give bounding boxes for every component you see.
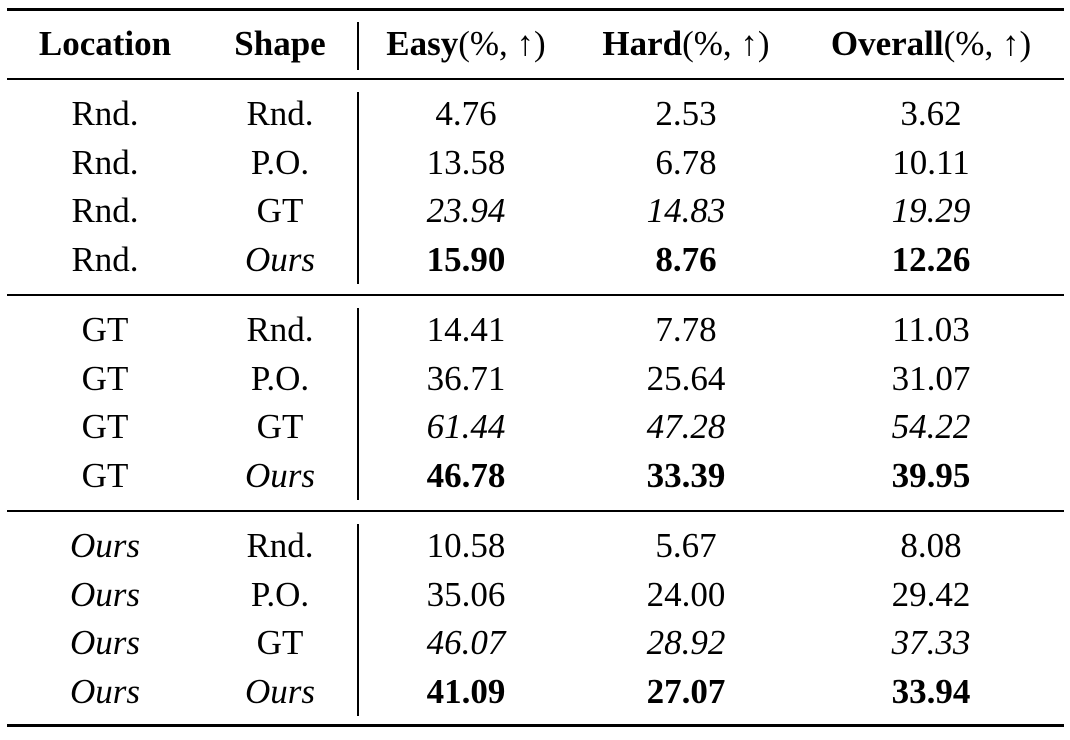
cell-location: Ours	[69, 574, 141, 614]
cell-location: Rnd.	[71, 142, 139, 182]
cell-hard: 6.78	[655, 142, 717, 182]
cell-hard: 5.67	[655, 526, 717, 565]
cell-overall: 19.29	[891, 191, 971, 230]
cell-overall: 10.11	[892, 142, 970, 182]
header-easy-label: Easy	[386, 24, 459, 63]
group-rule-1	[7, 294, 1064, 296]
cell-easy: 13.58	[426, 142, 506, 182]
header-overall-unit: (%, ↑)	[943, 24, 1032, 63]
cell-overall: 31.07	[891, 358, 971, 398]
cell-shape: Ours	[244, 239, 316, 279]
cell-location: GT	[81, 310, 129, 349]
header-easy-unit: (%, ↑)	[458, 24, 546, 63]
cell-shape: P.O.	[250, 358, 310, 398]
cell-hard: 27.07	[646, 671, 726, 711]
cell-overall: 54.22	[891, 407, 971, 446]
cell-easy: 15.90	[426, 239, 506, 279]
cell-shape: Rnd.	[246, 94, 314, 133]
cell-easy: 61.44	[426, 407, 506, 446]
cell-hard: 14.83	[646, 191, 726, 230]
header-hard	[572, 20, 800, 68]
cell-shape: GT	[256, 623, 304, 662]
header-hard-unit: (%, ↑)	[682, 24, 770, 63]
cell-overall: 33.94	[891, 671, 971, 711]
group-rule-2	[7, 510, 1064, 512]
cell-location: Ours	[69, 623, 141, 662]
header-rule	[7, 78, 1064, 80]
cell-location: GT	[81, 455, 129, 495]
top-rule	[7, 8, 1064, 11]
cell-easy: 35.06	[426, 574, 506, 614]
cell-location: GT	[81, 358, 129, 398]
cell-location: Ours	[69, 671, 141, 711]
cell-hard: 7.78	[655, 310, 717, 349]
cell-shape: P.O.	[250, 574, 310, 614]
cell-location: GT	[81, 407, 129, 446]
cell-overall: 12.26	[891, 239, 971, 279]
cell-hard: 33.39	[646, 455, 726, 495]
cell-location: Ours	[69, 526, 141, 565]
cell-hard: 28.92	[646, 623, 726, 662]
cell-easy: 4.76	[435, 94, 497, 133]
cell-overall: 3.62	[900, 94, 962, 133]
column-divider	[357, 308, 359, 500]
header-divider	[357, 22, 359, 70]
cell-overall: 37.33	[891, 623, 971, 662]
header-shape: Shape	[234, 24, 326, 63]
cell-shape: Rnd.	[246, 526, 314, 565]
header-overall	[800, 20, 1062, 68]
cell-location: Rnd.	[71, 239, 139, 279]
cell-hard: 25.64	[646, 358, 726, 398]
cell-overall: 8.08	[900, 526, 962, 565]
cell-shape: Ours	[244, 455, 316, 495]
cell-hard: 47.28	[646, 407, 726, 446]
cell-easy: 23.94	[426, 191, 506, 230]
cell-shape: P.O.	[250, 142, 310, 182]
bottom-rule	[7, 724, 1064, 727]
cell-shape: Ours	[244, 671, 316, 711]
header-hard-label: Hard	[602, 24, 683, 63]
header-easy	[362, 20, 570, 68]
cell-easy: 10.58	[426, 526, 506, 565]
cell-location: Rnd.	[71, 94, 139, 133]
cell-overall: 29.42	[891, 574, 971, 614]
column-divider	[357, 92, 359, 284]
cell-hard: 24.00	[646, 574, 726, 614]
cell-overall: 39.95	[891, 455, 971, 495]
cell-overall: 11.03	[892, 310, 970, 349]
header-location: Location	[38, 24, 172, 63]
cell-easy: 46.78	[426, 455, 506, 495]
cell-hard: 8.76	[655, 239, 717, 279]
cell-easy: 36.71	[426, 358, 506, 398]
cell-easy: 41.09	[426, 671, 506, 711]
cell-shape: GT	[256, 191, 304, 230]
cell-shape: GT	[256, 407, 304, 446]
cell-easy: 14.41	[426, 310, 506, 349]
cell-easy: 46.07	[426, 623, 506, 662]
cell-hard: 2.53	[655, 94, 717, 133]
column-divider	[357, 524, 359, 716]
header-overall-label: Overall	[830, 24, 944, 63]
cell-shape: Rnd.	[246, 310, 314, 349]
cell-location: Rnd.	[71, 191, 139, 230]
